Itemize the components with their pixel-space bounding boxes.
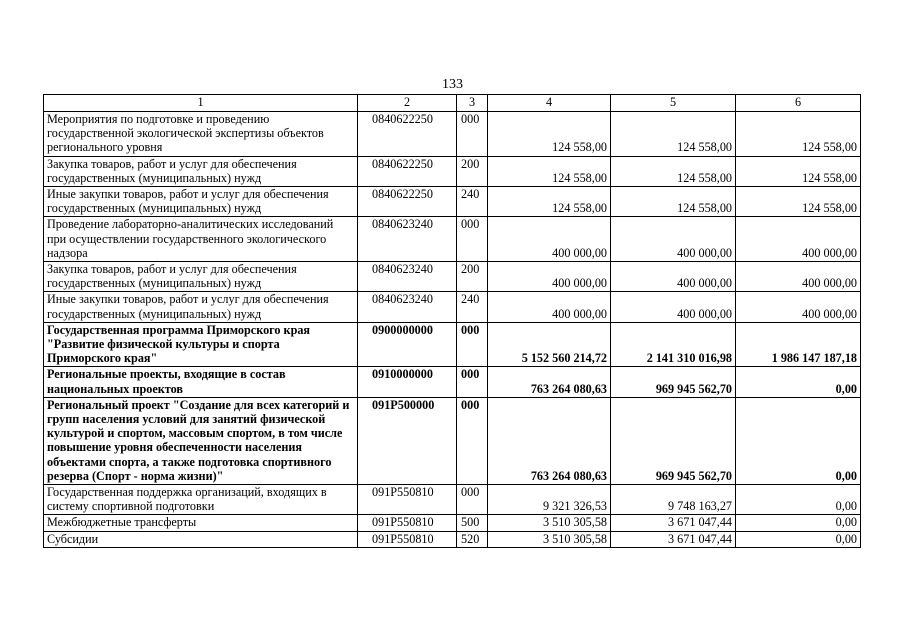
budget-table bbox=[43, 94, 861, 548]
row-name-cell: Региональные проекты, входящие в состав национальных проектов bbox=[44, 367, 358, 397]
row-type-cell: 000 bbox=[457, 112, 488, 157]
row-code-cell: 0840622250 bbox=[358, 112, 457, 157]
row-code-cell: 091P550810 bbox=[358, 485, 457, 515]
table-row bbox=[44, 322, 861, 367]
table-row bbox=[44, 397, 861, 484]
row-value-3-cell: 124 558,00 bbox=[736, 187, 861, 217]
row-code-cell: 0840623240 bbox=[358, 262, 457, 292]
row-value-3-cell: 400 000,00 bbox=[736, 292, 861, 322]
row-value-2-cell: 124 558,00 bbox=[611, 112, 736, 157]
row-value-1-cell: 9 321 326,53 bbox=[488, 485, 611, 515]
table-row bbox=[44, 485, 861, 515]
row-value-3-cell: 1 986 147 187,18 bbox=[736, 322, 861, 367]
row-value-3-cell: 0,00 bbox=[736, 485, 861, 515]
row-value-3-cell: 0,00 bbox=[736, 367, 861, 397]
row-code-cell: 0840622250 bbox=[358, 187, 457, 217]
row-value-2-cell: 400 000,00 bbox=[611, 292, 736, 322]
page-number: 133 bbox=[442, 77, 463, 92]
row-type-cell: 000 bbox=[457, 367, 488, 397]
row-value-1-cell: 763 264 080,63 bbox=[488, 367, 611, 397]
row-code-cell: 0910000000 bbox=[358, 367, 457, 397]
row-name-cell: Мероприятия по подготовке и проведению государственной экологической экспертизы объектов регионального уровня bbox=[44, 112, 358, 157]
row-value-2-cell: 969 945 562,70 bbox=[611, 367, 736, 397]
table-row bbox=[44, 217, 861, 262]
column-header: 2 bbox=[358, 95, 457, 112]
row-name-cell: Иные закупки товаров, работ и услуг для обеспечения государственных (муниципальных) нужд bbox=[44, 187, 358, 217]
row-value-1-cell: 124 558,00 bbox=[488, 156, 611, 186]
row-value-1-cell: 763 264 080,63 bbox=[488, 397, 611, 484]
row-type-cell: 500 bbox=[457, 515, 488, 531]
row-value-1-cell: 400 000,00 bbox=[488, 217, 611, 262]
column-header: 5 bbox=[611, 95, 736, 112]
row-value-1-cell: 3 510 305,58 bbox=[488, 515, 611, 531]
row-value-2-cell: 3 671 047,44 bbox=[611, 515, 736, 531]
row-value-3-cell: 0,00 bbox=[736, 397, 861, 484]
row-value-2-cell: 9 748 163,27 bbox=[611, 485, 736, 515]
row-type-cell: 520 bbox=[457, 531, 488, 547]
row-value-3-cell: 124 558,00 bbox=[736, 112, 861, 157]
row-value-2-cell: 124 558,00 bbox=[611, 187, 736, 217]
row-type-cell: 000 bbox=[457, 397, 488, 484]
row-code-cell: 0840623240 bbox=[358, 292, 457, 322]
row-code-cell: 091P550810 bbox=[358, 515, 457, 531]
row-type-cell: 240 bbox=[457, 292, 488, 322]
table-row bbox=[44, 292, 861, 322]
row-name-cell: Проведение лабораторно-аналитических исследований при осуществлении государственного экологического надзора bbox=[44, 217, 358, 262]
row-code-cell: 0840622250 bbox=[358, 156, 457, 186]
row-value-1-cell: 400 000,00 bbox=[488, 262, 611, 292]
header-row bbox=[44, 95, 861, 112]
column-header: 4 bbox=[488, 95, 611, 112]
row-name-cell: Государственная поддержка организаций, входящих в систему спортивной подготовки bbox=[44, 485, 358, 515]
table-row bbox=[44, 156, 861, 186]
row-type-cell: 200 bbox=[457, 156, 488, 186]
row-value-2-cell: 124 558,00 bbox=[611, 156, 736, 186]
row-value-3-cell: 400 000,00 bbox=[736, 217, 861, 262]
row-type-cell: 000 bbox=[457, 322, 488, 367]
row-value-2-cell: 2 141 310 016,98 bbox=[611, 322, 736, 367]
row-code-cell: 0840623240 bbox=[358, 217, 457, 262]
row-value-2-cell: 3 671 047,44 bbox=[611, 531, 736, 547]
row-code-cell: 0900000000 bbox=[358, 322, 457, 367]
row-value-1-cell: 5 152 560 214,72 bbox=[488, 322, 611, 367]
row-value-3-cell: 124 558,00 bbox=[736, 156, 861, 186]
row-name-cell: Иные закупки товаров, работ и услуг для обеспечения государственных (муниципальных) нужд bbox=[44, 292, 358, 322]
row-type-cell: 240 bbox=[457, 187, 488, 217]
row-name-cell: Государственная программа Приморского края "Развитие физической культуры и спорта Приморского края" bbox=[44, 322, 358, 367]
row-type-cell: 200 bbox=[457, 262, 488, 292]
row-value-3-cell: 0,00 bbox=[736, 531, 861, 547]
column-header: 6 bbox=[736, 95, 861, 112]
column-header: 3 bbox=[457, 95, 488, 112]
row-value-1-cell: 124 558,00 bbox=[488, 187, 611, 217]
table-row bbox=[44, 187, 861, 217]
column-header: 1 bbox=[44, 95, 358, 112]
table-row bbox=[44, 515, 861, 531]
row-type-cell: 000 bbox=[457, 485, 488, 515]
row-name-cell: Межбюджетные трансферты bbox=[44, 515, 358, 531]
table-row bbox=[44, 112, 861, 157]
row-code-cell: 091P550810 bbox=[358, 531, 457, 547]
row-name-cell: Субсидии bbox=[44, 531, 358, 547]
row-name-cell: Закупка товаров, работ и услуг для обеспечения государственных (муниципальных) нужд bbox=[44, 156, 358, 186]
table-row bbox=[44, 531, 861, 547]
row-type-cell: 000 bbox=[457, 217, 488, 262]
row-value-1-cell: 124 558,00 bbox=[488, 112, 611, 157]
row-value-1-cell: 400 000,00 bbox=[488, 292, 611, 322]
row-value-2-cell: 969 945 562,70 bbox=[611, 397, 736, 484]
row-name-cell: Закупка товаров, работ и услуг для обеспечения государственных (муниципальных) нужд bbox=[44, 262, 358, 292]
row-value-2-cell: 400 000,00 bbox=[611, 217, 736, 262]
row-name-cell: Региональный проект "Создание для всех категорий и групп населения условий для занятий физической культурой и спортом, массовым спортом, в том числе повышение уровня обеспеченности населения объектами спорта, а также подготовка спортивного резерва (Спорт - норма жизни)" bbox=[44, 397, 358, 484]
table-row bbox=[44, 262, 861, 292]
table-row bbox=[44, 367, 861, 397]
row-value-3-cell: 400 000,00 bbox=[736, 262, 861, 292]
row-value-2-cell: 400 000,00 bbox=[611, 262, 736, 292]
row-code-cell: 091P500000 bbox=[358, 397, 457, 484]
row-value-1-cell: 3 510 305,58 bbox=[488, 531, 611, 547]
row-value-3-cell: 0,00 bbox=[736, 515, 861, 531]
